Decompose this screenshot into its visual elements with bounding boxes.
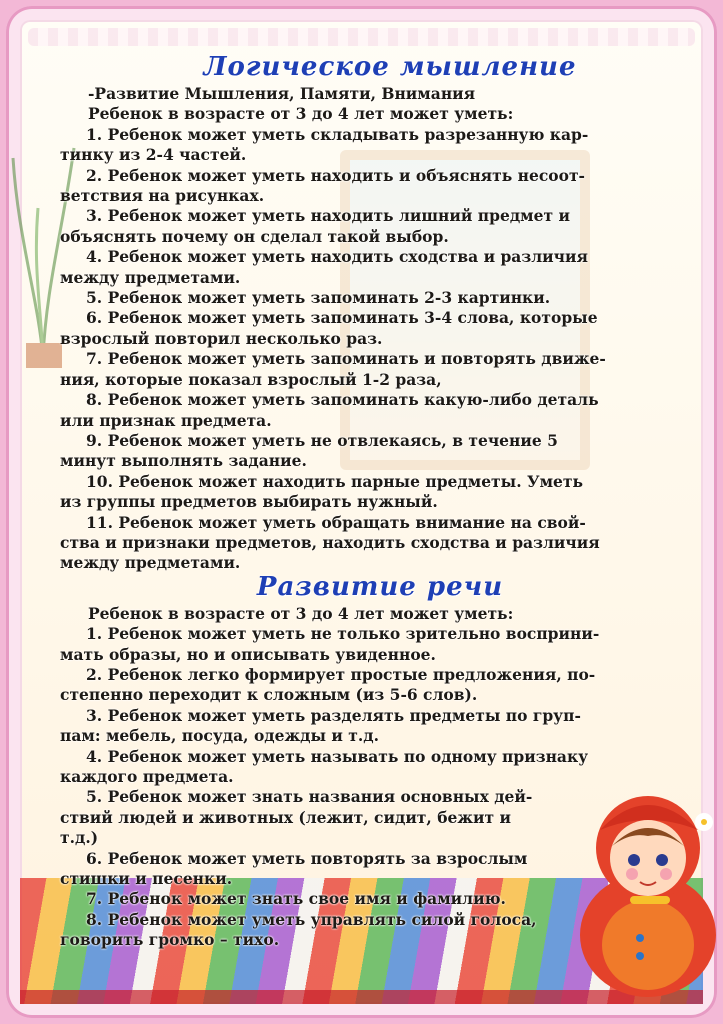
list-line: 3. Ребенок может уметь находить лишний предмет и	[86, 206, 570, 226]
list-line: 7. Ребенок может уметь запоминать и повторять движе-	[86, 349, 606, 369]
list-line: говорить громко – тихо.	[60, 930, 280, 950]
list-line: 4. Ребенок может уметь называть по одному признаку	[86, 746, 589, 766]
list-line: ства и признаки предметов, находить сходства и различия	[60, 532, 600, 552]
section-intro: Ребенок в возрасте от 3 до 4 лет может уметь:	[88, 603, 514, 623]
list-line: тинку из 2-4 частей.	[60, 145, 247, 165]
list-line: стишки и песенки.	[60, 869, 233, 889]
list-line: ствий людей и животных (лежит, сидит, бежит и	[60, 807, 512, 827]
list-line: объяснять почему он сделал такой выбор.	[60, 226, 449, 246]
list-line: 8. Ребенок может уметь запоминать какую-либо деталь	[86, 390, 599, 410]
list-line: между предметами.	[60, 267, 241, 287]
list-line: мать образы, но и описывать увиденное.	[60, 644, 436, 664]
section-intro: Ребенок в возрасте от 3 до 4 лет может уметь:	[88, 104, 514, 124]
lace-border	[28, 28, 695, 46]
list-line: из группы предметов выбирать нужный.	[60, 492, 438, 512]
list-line: каждого предмета.	[60, 767, 234, 786]
list-line: 7. Ребенок может знать свое имя и фамилию.	[86, 889, 506, 909]
section-subtitle: -Развитие Мышления, Памяти, Внимания	[88, 84, 476, 103]
list-line: 1. Ребенок может уметь складывать разрезанную кар-	[86, 124, 589, 144]
list-line: т.д.)	[60, 828, 99, 848]
list-line: степенно переходит к сложным (из 5-6 слов).	[60, 685, 478, 705]
list-line: 9. Ребенок может уметь не отвлекаясь, в течение 5	[86, 430, 558, 450]
section-title-speech-development: Развитие речи	[256, 571, 504, 602]
list-line: ветствия на рисунках.	[60, 186, 265, 206]
list-line: 2. Ребенок может уметь находить и объяснять несоот-	[86, 165, 585, 185]
list-line: 5. Ребенок может уметь запоминать 2-3 картинки.	[86, 288, 551, 308]
section-title-logical-thinking: Логическое мышление	[203, 52, 577, 82]
list-line: 6. Ребенок может уметь повторять за взрослым	[86, 848, 528, 868]
list-line: 1. Ребенок может уметь не только зрительно восприни-	[86, 624, 600, 644]
list-line: пам: мебель, посуда, одежды и т.д.	[60, 726, 380, 746]
section2-list	[60, 624, 660, 951]
list-line: 11. Ребенок может уметь обращать внимание на свой-	[86, 512, 586, 532]
list-line: 6. Ребенок может уметь запоминать 3-4 слова, которые	[86, 308, 598, 328]
section1-list	[60, 125, 660, 574]
list-line: 4. Ребенок может уметь находить сходства и различия	[86, 247, 588, 267]
list-line: минут выполнять задание.	[60, 451, 307, 471]
document-content	[60, 50, 660, 951]
list-line: 5. Ребенок может знать названия основных дей-	[86, 787, 533, 807]
list-line: 10. Ребенок может находить парные предметы. Уметь	[86, 471, 584, 491]
list-line: 3. Ребенок может уметь разделять предметы по груп-	[86, 705, 581, 725]
list-line: или признак предмета.	[60, 410, 272, 430]
list-line: ния, которые показал взрослый 1-2 раза,	[60, 369, 442, 389]
list-line: между предметами.	[60, 553, 241, 573]
list-line: 8. Ребенок может уметь управлять силой голоса,	[86, 909, 537, 929]
list-line: взрослый повторил несколько раз.	[60, 328, 383, 348]
list-line: 2. Ребенок легко формирует простые предложения, по-	[86, 664, 596, 684]
